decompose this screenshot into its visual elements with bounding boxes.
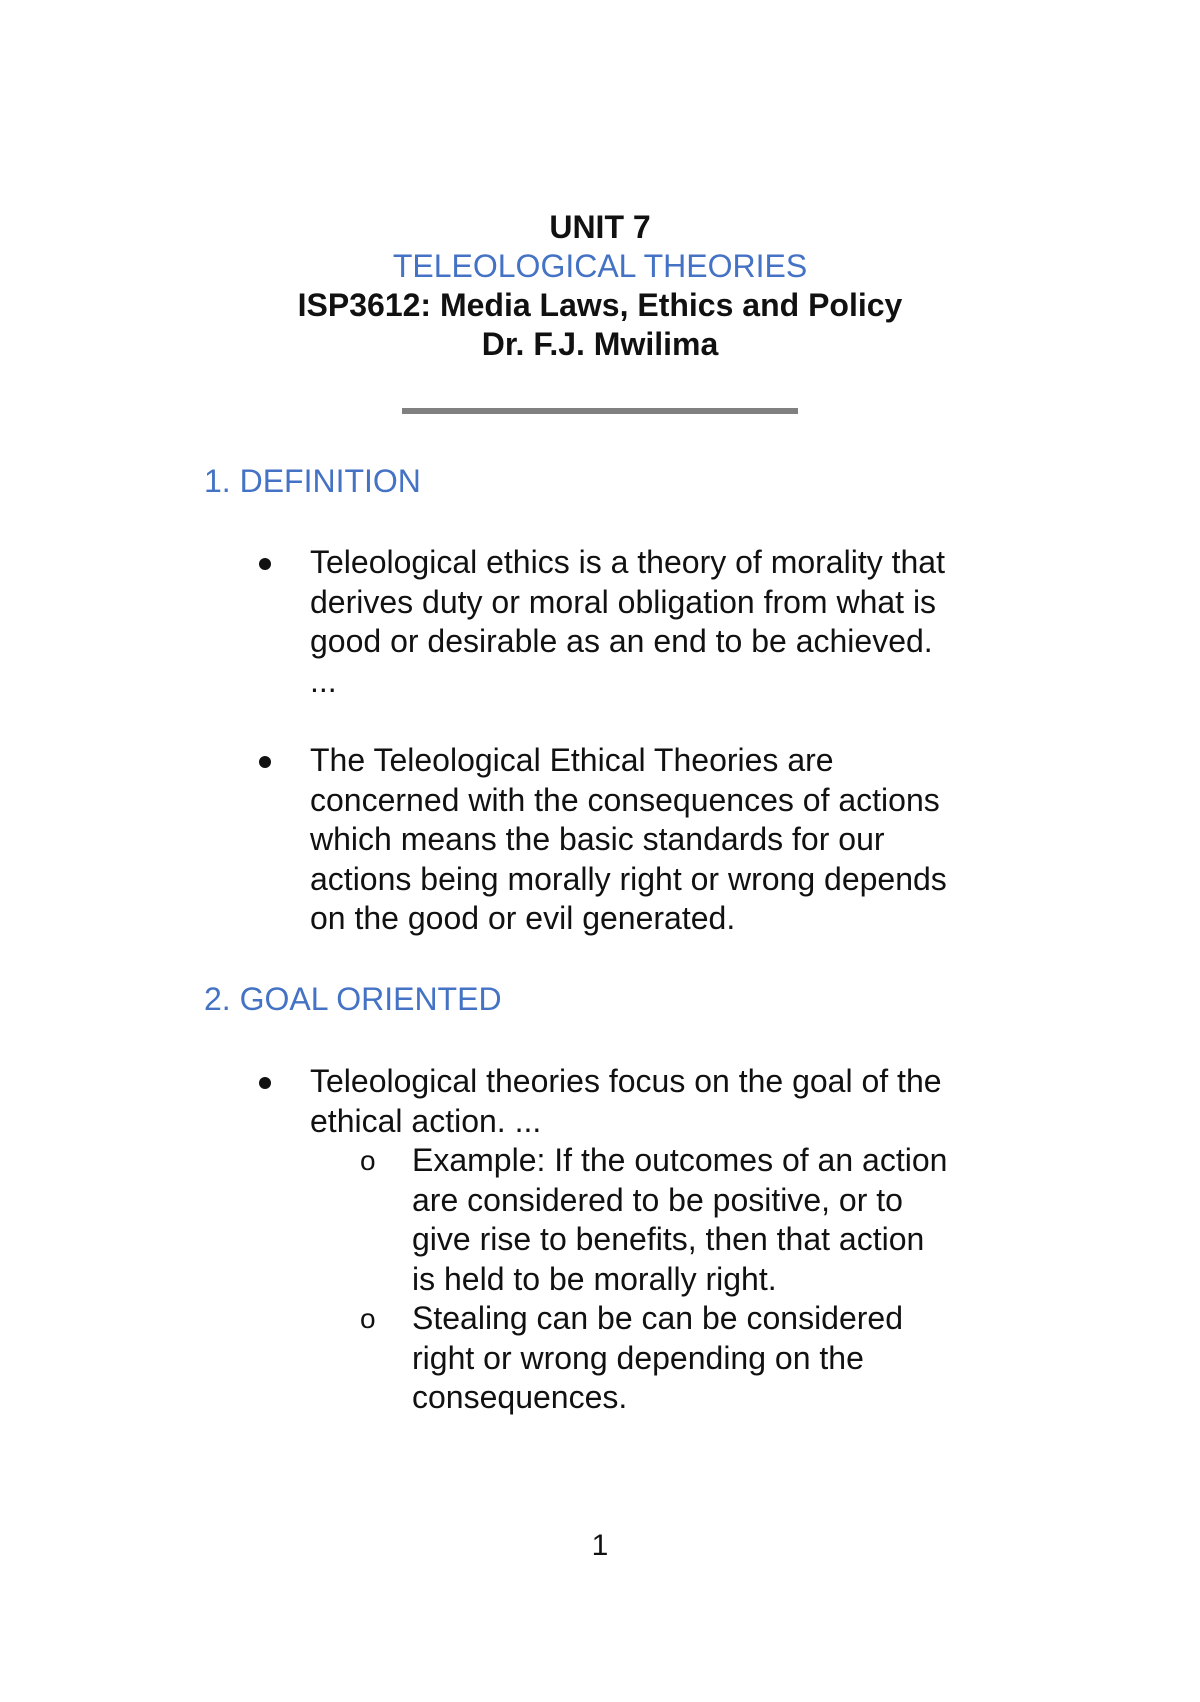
- list-item: [0, 1062, 1000, 1418]
- author-name: Dr. F.J. Mwilima: [481, 326, 719, 362]
- header-divider: [402, 408, 798, 414]
- goal-oriented-bullet-list: [0, 1062, 1000, 1418]
- course-title: ISP3612: Media Laws, Ethics and Policy: [297, 287, 903, 323]
- list-item: [0, 741, 1000, 939]
- theme-title: TELEOLOGICAL THEORIES: [392, 248, 808, 284]
- text-line: ...: [310, 662, 337, 699]
- bullet-icon: [259, 756, 271, 768]
- document-header: [0, 208, 1200, 364]
- text-line: Teleological ethics is a theory of morality that: [310, 544, 945, 580]
- text-line: actions being morally right or wrong depends: [310, 860, 947, 897]
- text-line: are considered to be positive, or to: [412, 1181, 903, 1218]
- bullet-icon: [259, 558, 271, 570]
- text-line: which means the basic standards for our: [310, 821, 885, 857]
- definition-bullet-list: [0, 543, 1000, 939]
- text-line: is held to be morally right.: [412, 1260, 777, 1297]
- text-line: give rise to benefits, then that action: [412, 1221, 925, 1257]
- section-heading-goal-oriented: 2. GOAL ORIENTED: [204, 981, 502, 1017]
- section-heading-definition: 1. DEFINITION: [204, 463, 421, 499]
- sub-list-item: [360, 1141, 1002, 1299]
- sub-bullet-list: [310, 1141, 1000, 1418]
- circle-bullet-icon: o: [360, 1145, 376, 1176]
- page-number: 1: [591, 1529, 609, 1562]
- text-line: Teleological theories focus on the goal of the: [310, 1063, 942, 1099]
- list-item: [0, 543, 1000, 701]
- text-line: right or wrong depending on the: [412, 1339, 864, 1376]
- text-line: good or desirable as an end to be achieved.: [310, 623, 933, 659]
- text-line: ethical action. ...: [310, 1102, 542, 1139]
- text-line: Stealing can be can be considered: [412, 1300, 904, 1336]
- text-line: on the good or evil generated.: [310, 900, 736, 936]
- sub-list-item: [360, 1299, 1002, 1418]
- text-line: derives duty or moral obligation from what is: [310, 583, 937, 620]
- circle-bullet-icon: o: [360, 1303, 376, 1334]
- text-line: The Teleological Ethical Theories are: [310, 742, 834, 778]
- unit-label: UNIT 7: [549, 209, 651, 245]
- text-line: concerned with the consequences of actions: [310, 781, 940, 818]
- text-line: Example: If the outcomes of an action: [412, 1142, 948, 1178]
- bullet-icon: [259, 1077, 271, 1089]
- text-line: consequences.: [412, 1379, 628, 1415]
